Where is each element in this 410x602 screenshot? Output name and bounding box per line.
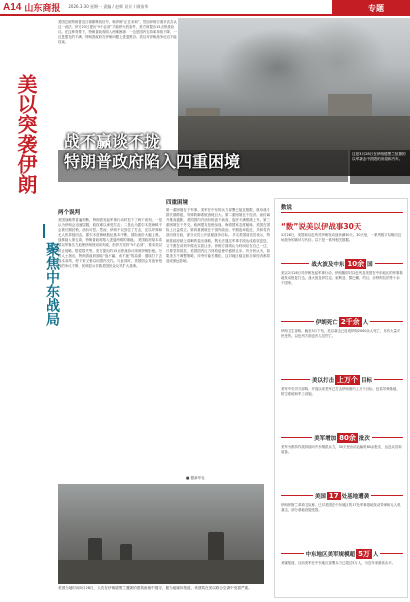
stat-heading: 美以打击 上万个 目标 (281, 375, 403, 385)
stat-text: 伊朗伊斯兰革命卫队称，已对美国在中东地区的17处军事基地发动导弹和无人机袭击，部分基地设施受损。 (281, 503, 401, 513)
body-text: 美国战略界普遍判断，特朗普发起军事行动时犯下了两个误判。一是认为伊朗会迅速屈服，政权难以承受打击；二是认为霍尔木兹海峡不会被长期封锁，油价可控。然而，伊朗不仅顶住了打击，还以导弹和无人机持续回击，霍尔木兹海峡航运基本中断，国际油价大幅上涨。战事拖入第五周，特朗普政府陷入进退两难的境地。 (58, 218, 162, 243)
stat-text: 美以2月28日对伊朗发起军事行动，伊朗随即对以色列及美国在中东地区的军事基地发动报复打击。战火波及伊拉克、叙利亚、黎巴嫩、约旦、沙特阿拉伯等十余个国家。 (281, 271, 403, 286)
body-column-1 (58, 218, 162, 474)
section-tag: 专题 (332, 0, 410, 16)
section-head-a: 两个误判 (58, 210, 81, 216)
stat-text: 美媒报道，目前美军在中东地区部署兵力已超过5万人，为近年来最高水平。 (281, 561, 396, 565)
headline-line-1: 战不赢谈不拢 (64, 132, 161, 151)
vertical-title-main: 美以突袭伊朗 (14, 74, 38, 194)
body-text: 第一重困境在于军事。美军在中东的兵力部署已接近极限，航母战斗群长期滞留，导弹防御系统消耗巨大。第二重困境在于经济。油价飙升推高通胀，美国国内汽油价格创下新高，选民不满情绪上升。第三重困境在于外交。欧洲盟友拒绝参战，海湾国家态度暧昧，美国在国际上日益孤立。第四重困境在于国内政治。中期选举临近，共和党内部出现分歧，部分议员公开质疑战争目标。 (166, 208, 270, 238)
stat-heading: 中东地区美军规模超 5万 人 (281, 549, 403, 559)
sidebar-box (274, 198, 408, 598)
stat-heading: 战火波及中东 10余 国 (281, 259, 403, 269)
bottom-photo-caption: 美国当地时间3月28日，人们在伊朗德黑兰遭袭的建筑废墟中搜寻，据当地媒体报道，该建筑在美以联合空袭中受损严重。 (58, 586, 252, 590)
lead-paragraph: 美国总统特朗普近日频繁释放信号，称伊朗“正在求和”，然而伊朗方面多次否认这一说法。伊方25日提出“5个必须”才能停火的条件，美方则提出15点停战协议。在这种背景下，特朗普政府陷入两难困境：一边是国内支持率持续下降，一边是盟友的不满，特朗普政府在伊朗问题上进退维谷。美以对伊朗战争迟迟不能结束。 (58, 20, 177, 45)
sidebar-label: 数说 (281, 205, 293, 211)
stat-text: 美军为维持作战持续向中东增派兵力，30天里出动运输机80余批次，运送兵员和装备。 (281, 445, 402, 455)
stat-text: 伊朗卫生部称，截至3月下旬，美以袭击已造成伊朗2000余人死亡，另有大量平民受伤。以色列方面也有人员伤亡。 (281, 329, 401, 339)
rubble (58, 560, 264, 584)
stat-heading: 美国 17 处基地遭袭 (281, 491, 403, 501)
stat-heading: 美军增加 80余 批次 (281, 433, 403, 443)
page-meta: 2026.3.30 星期一 责编 / 赵辉 设计 / 顾家华 (68, 4, 149, 9)
stat-heading: 伊朗死亡 2千余 人 (281, 317, 403, 327)
sidebar-intro: 3月28日，美国和以色列对伊朗发动战争满30天。30天里，一系列数字勾勒出这场战争的破坏与代价。以下是一系列相关数据。 (281, 233, 402, 243)
section-head-b: 四重困境 (166, 200, 189, 206)
credit-line: ■ 据新华社 (186, 476, 205, 480)
body-text: 多名美国前官员表示，特朗普政府缺乏清晰的退出战略，既无法通过军事手段达成政权更迭，又不愿在谈判中做出实质让步。伊朗方面则认为时间站在自己一边，只要坚持抵抗，美国国内压力终将迫使华盛顿让步。有分析认为，如果美方不调整策略，冲突可能长期化，这对地区稳定和全球经济都将造成深远影响。 (166, 233, 270, 263)
photo-caption: 这是3月28日在伊朗德黑兰拍摄的以军袭击中损毁的房屋和汽车。 (350, 150, 410, 184)
bottom-photo (58, 484, 264, 584)
page-number: A14 (3, 1, 22, 13)
stat-text: 美军中央司令部称，开战以来美军已打击伊朗境内上万个目标，包括导弹基地、防空系统和军工设施。 (281, 387, 400, 397)
body-column-2 (166, 208, 270, 474)
body-text: 美国政府原本希望以军事压力迫使伊朗回到谈判桌，但伊方坚持“5个必须”，要求美以停止侵略、赔偿损失等。美方提出的15点停战协议则被伊朗拒绝。分析人士指出，特朗普政府面临“战不赢、谈不拢”的局面：继续打下去成本高昂，停下来又难以向国内交代。与此同时，美国国会对战争授权的争议不断，民调显示多数美国民众反对扩大战事。 (58, 238, 162, 268)
sidebar-title: “数”说美以伊战事30天 (281, 222, 362, 231)
headline-line-2: 特朗普政府陷入四重困境 (64, 152, 241, 171)
sidebar-rule (281, 212, 403, 213)
title-divider (43, 224, 45, 238)
vertical-title-sub: 聚焦中东战局 (44, 242, 60, 326)
newspaper-name: 山东商报 (24, 3, 61, 14)
page-header (0, 0, 410, 16)
vertical-title (0, 74, 60, 454)
